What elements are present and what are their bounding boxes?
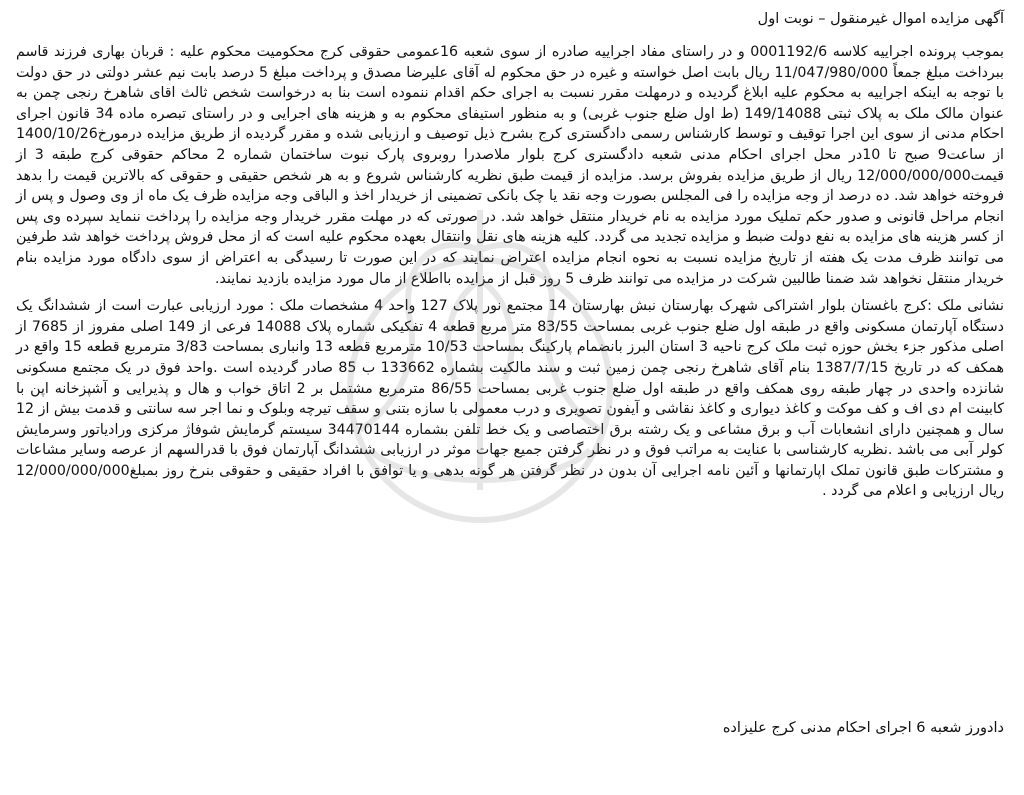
notice-paragraph-auction-terms: بموجب پرونده اجراییه کلاسه 0001192/6 و در راستای مفاد اجراییه صادره از سوی شعبه 16عمومی حقوقی کرج محکومیت محکوم علیه : قربان بهاری فرزند قاسم ببرداخت مبلغ جمعاً 11/047/980/000 ریال بابت اصل خواسته و غیره در حق محکوم له آقای علیرضا مصدق و پرداخت مبلغ 5 درصد بابت نیم عشر دولتی در حق دولت با توجه به اینکه اجراییه به محکوم علیه ابلاغ گردیده و درمهلت مقرر نسبت به اجرای حکم اقدام ننموده است بنا به درخواست شخص ثالث اقای شاهرخ رنجی چمن به عنوان مالک ملک به پلاک ثبتی 149/14088 (ط اول ضلع جنوب غربی) و به منظور استیفای محکوم به و هزینه های اجرایی و در راستای تبصره ماده 34 قانون اجرای احکام مدنی از سوی این اجرا توقیف و توسط کارشناس رسمی دادگستری کرج بشرح ذیل توصیف و ارزیابی شده و مقرر گردیده از طریق مزایده درمورخ1400/10/26 از ساعت9 صبح تا 10در محل اجرای احکام مدنی شعبه دادگستری کرج بلوار ملاصدرا روبروی پارک نبوت ساختمان شماره 2 محاکم حقوقی کرج طبقه 3 از قیمت12/000/000/000 ریال از طریق مزایده بفروش برسد. مزایده از قیمت طبق نظریه کارشناس شروع و به هر شخص حقیقی و حقوقی که بالاترین قیمت را بدهد فروخته خواهد شد. ده درصد از وجه مزایده را فی المجلس بصورت وجه نقد یا چک بانکی تضمینی از خریدار اخذ و الباقی وجه مزایده ظرف یک ماه از وی وصول و پس از انجام مراحل قانونی و صدور حکم تملیک مورد مزایده به نام خریدار منتقل خواهد شد. در صورتی که در مهلت مقرر خریدار وجه مزایده را پرداخت ننماید سپرده وی پس از کسر هزینه های مزایده به نفع دولت ضبط و مزایده تجدید می گردد. کلیه هزینه های نقل وانتقال بعهده محکوم علیه است که از محل فروش پرداخت خواهد شد طرفین می توانند ظرف مدت یک هفته از تاریخ مزایده نسبت به نحوه انجام مزایده اعتراض نمایند که در این صورت تا رسیدگی به اعتراض از سوی دادگاه مورد مزایده بنام خریدار منتقل نخواهد شد ضمنا طالبین شرکت در مزایده می توانند ظرف 5 روز قبل از مزایده بااطلاع از مال مورد مزایده بازدید نمایند. — [16, 44, 1005, 287]
notice-paragraph-property-description: نشانی ملک :کرج باغستان بلوار اشتراکی شهرک بهارستان نبش بهارستان 14 مجتمع نور پلاک 127 واحد 4 مشخصات ملک : مورد ارزیابی عبارت است از ششدانگ یک دستگاه آپارتمان مسکونی واقع در طبقه اول ضلع جنوب غربی بمساحت 83/55 متر مربع قطعه 4 تفکیکی شماره پلاک 14088 فرعی از 149 اصلی مفروز از 7685 از اصلی مذکور جزء بخش حوزه ثبت ملک کرج ناحیه 3 استان البرز بانضمام پارکینگ بمساحت 10/53 مترمربع قطعه 13 وانباری بمساحت 3/83 مترمربع قطعه 15 واقع در همکف که در تاریخ 1387/7/15 بنام آقای شاهرخ رنجی چمن زمین ثبت و سند مالکیت بشماره 133662 ب 85 صادر گردیده است .واحد فوق در یک مجتمع مسکونی شانزده واحدی در چهار طبقه روی همکف واقع در طبقه اول ضلع جنوب غربی بمساحت 86/55 مترمربع مشتمل بر 2 اتاق خواب و هال و پذیرایی و آشپزخانه اپن با کابینت ام دی اف و کف موکت و کاغذ دیواری و کاغذ نقاشی و آیفون تصویری و درب معمولی با سازه بتنی و سقف تیرچه وبلوک و نما اجر سه سانتی و قدمت بیش از 12 سال و همچنین دارای انشعابات آب و برق مشاعی و یک رشته برق اختصاصی و یک خط تلفن بشماره 34470144 سیستم گرمایش شوفاژ مرکزی ورادیاتور وسرمایش کولر آبی می باشد .نظریه کارشناسی با عنایت به مراتب فوق و در نظر گرفتن جمیع جهات موثر در ارزیابی ششدانگ آپارتمان فوق با قدرالسهم از عرصه وسایر مشاعات و مشترکات طبق قانون تملک اپارتمانها و آئین نامه اجرایی آن بدون در نظر گرفتن هر گونه بدهی و یا توافق با افراد حقیقی و حقوقی بنرخ روز بمبلغ12/000/000/000 ریال ارزیابی و اعلام می گردد . — [16, 298, 1004, 500]
notice-signature: دادورز شعبه 6 اجرای احکام مدنی کرج علیزاده — [722, 720, 1004, 736]
notice-title: آگهی مزایده اموال غیرمنقول – نوبت اول — [757, 11, 1004, 27]
